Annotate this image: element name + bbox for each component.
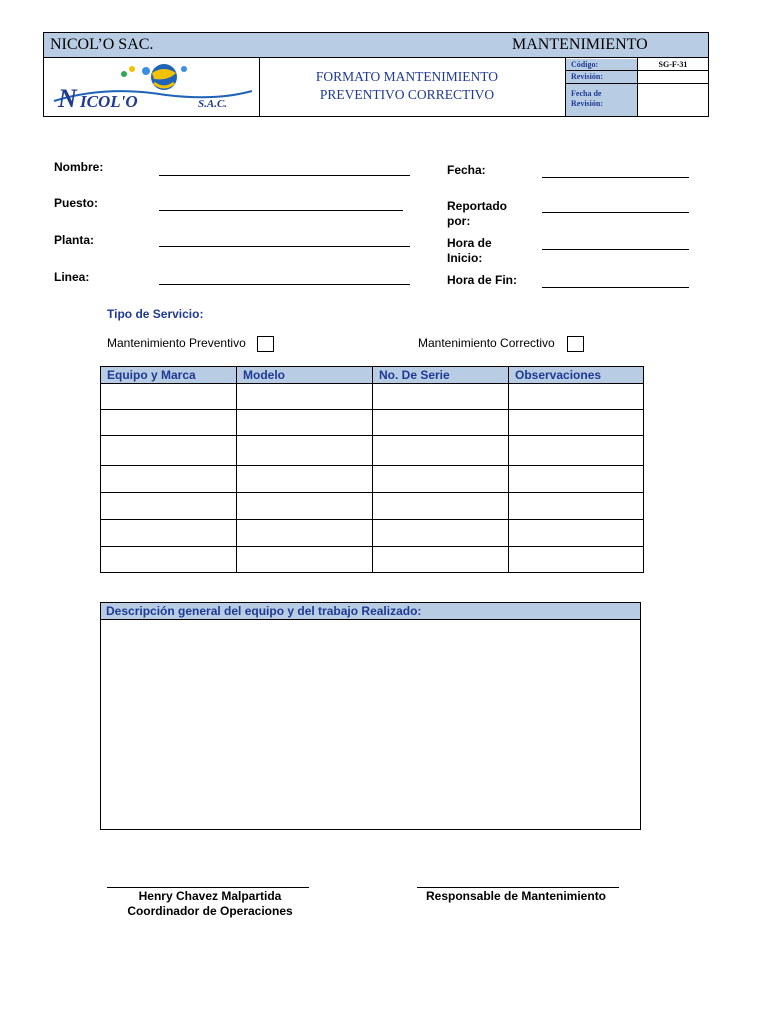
table-cell[interactable] (373, 410, 509, 436)
table-row (101, 547, 644, 573)
fecha-field[interactable] (542, 177, 689, 178)
correctivo-label: Mantenimiento Correctivo (418, 336, 555, 350)
hora-inicio-label-line: Hora de (447, 236, 492, 250)
svg-text:ICOL'O: ICOL'O (80, 92, 138, 111)
hora-inicio-label-line: Inicio: (447, 251, 483, 265)
planta-label: Planta: (54, 233, 95, 247)
svg-text:S.A.C.: S.A.C. (198, 98, 228, 110)
svg-text:N: N (58, 84, 77, 113)
table-cell[interactable] (237, 436, 373, 466)
table-cell[interactable] (373, 520, 509, 547)
description-box[interactable] (100, 602, 641, 830)
table-cell[interactable] (101, 466, 237, 493)
table-row (101, 436, 644, 466)
table-cell[interactable] (509, 547, 644, 573)
codigo-value: SG-F-31 (658, 60, 688, 69)
signature-right (412, 889, 620, 904)
column-header: Modelo (237, 367, 373, 384)
signature-line-left (107, 887, 309, 888)
document-title (262, 68, 552, 104)
fecha-label: Fecha: (447, 163, 486, 177)
linea-label: Linea: (54, 270, 90, 284)
table-cell[interactable] (509, 520, 644, 547)
title-line: PREVENTIVO CORRECTIVO (319, 87, 495, 102)
revision-label: Revisión: (571, 72, 603, 81)
planta-field[interactable] (159, 246, 410, 247)
table-cell[interactable] (101, 384, 237, 410)
reportado-label-line: Reportado (447, 199, 507, 213)
hora-fin-label: Hora de Fin: (447, 273, 518, 287)
table-cell[interactable] (373, 384, 509, 410)
puesto-field[interactable] (159, 210, 403, 211)
signature-name: Henry Chavez Malpartida (138, 889, 282, 903)
signature-left (107, 889, 313, 919)
table-row (101, 466, 644, 493)
company-name: NICOL’O SAC. (50, 36, 154, 53)
codigo-label: Código: (571, 60, 599, 69)
table-cell[interactable] (373, 547, 509, 573)
table-cell[interactable] (101, 493, 237, 520)
department-name: MANTENIMIENTO (512, 36, 648, 53)
table-cell[interactable] (237, 520, 373, 547)
table-cell[interactable] (101, 547, 237, 573)
table-cell[interactable] (237, 410, 373, 436)
title-line: FORMATO MANTENIMIENTO (315, 69, 499, 84)
table-cell[interactable] (237, 466, 373, 493)
table-cell[interactable] (101, 520, 237, 547)
table-row (101, 493, 644, 520)
hora-inicio-field[interactable] (542, 249, 689, 250)
table-cell[interactable] (509, 466, 644, 493)
table-cell[interactable] (509, 384, 644, 410)
reportado-label (447, 199, 507, 229)
table-cell[interactable] (101, 436, 237, 466)
correctivo-checkbox[interactable] (567, 336, 584, 352)
meta-divider (566, 83, 708, 84)
column-header: Observaciones (509, 367, 644, 384)
table-cell[interactable] (237, 547, 373, 573)
reportado-field[interactable] (542, 212, 689, 213)
company-logo (46, 61, 258, 115)
logo-graphic (46, 61, 258, 115)
signature-role: Responsable de Mantenimiento (425, 889, 607, 903)
fecha-revision-label: Fecha de (571, 89, 602, 98)
preventivo-label: Mantenimiento Preventivo (107, 336, 246, 350)
table-header-row (101, 367, 644, 384)
table-cell[interactable] (237, 384, 373, 410)
column-header: Equipo y Marca (101, 367, 237, 384)
table-cell[interactable] (509, 410, 644, 436)
fecha-revision-label: Revisión: (571, 99, 603, 108)
table-row (101, 410, 644, 436)
table-cell[interactable] (373, 436, 509, 466)
signature-role: Coordinador de Operaciones (127, 904, 293, 918)
linea-field[interactable] (159, 284, 410, 285)
table-row (101, 520, 644, 547)
meta-divider (566, 70, 708, 71)
puesto-label: Puesto: (54, 196, 99, 210)
table-cell[interactable] (373, 493, 509, 520)
table-cell[interactable] (509, 436, 644, 466)
tipo-servicio-title: Tipo de Servicio: (107, 307, 204, 321)
equipment-table (100, 366, 644, 573)
reportado-label-line: por: (447, 214, 471, 228)
description-header: Descripción general del equipo y del trabajo Realizado: (100, 602, 641, 620)
header-divider (259, 58, 260, 117)
hora-fin-field[interactable] (542, 287, 689, 288)
table-cell[interactable] (509, 493, 644, 520)
table-row (101, 384, 644, 410)
table-cell[interactable] (237, 493, 373, 520)
nombre-field[interactable] (159, 175, 410, 176)
hora-inicio-label (447, 236, 492, 266)
signature-line-right (417, 887, 619, 888)
table-cell[interactable] (373, 466, 509, 493)
table-cell[interactable] (101, 410, 237, 436)
column-header: No. De Serie (373, 367, 509, 384)
nombre-label: Nombre: (54, 160, 104, 174)
preventivo-checkbox[interactable] (257, 336, 274, 352)
